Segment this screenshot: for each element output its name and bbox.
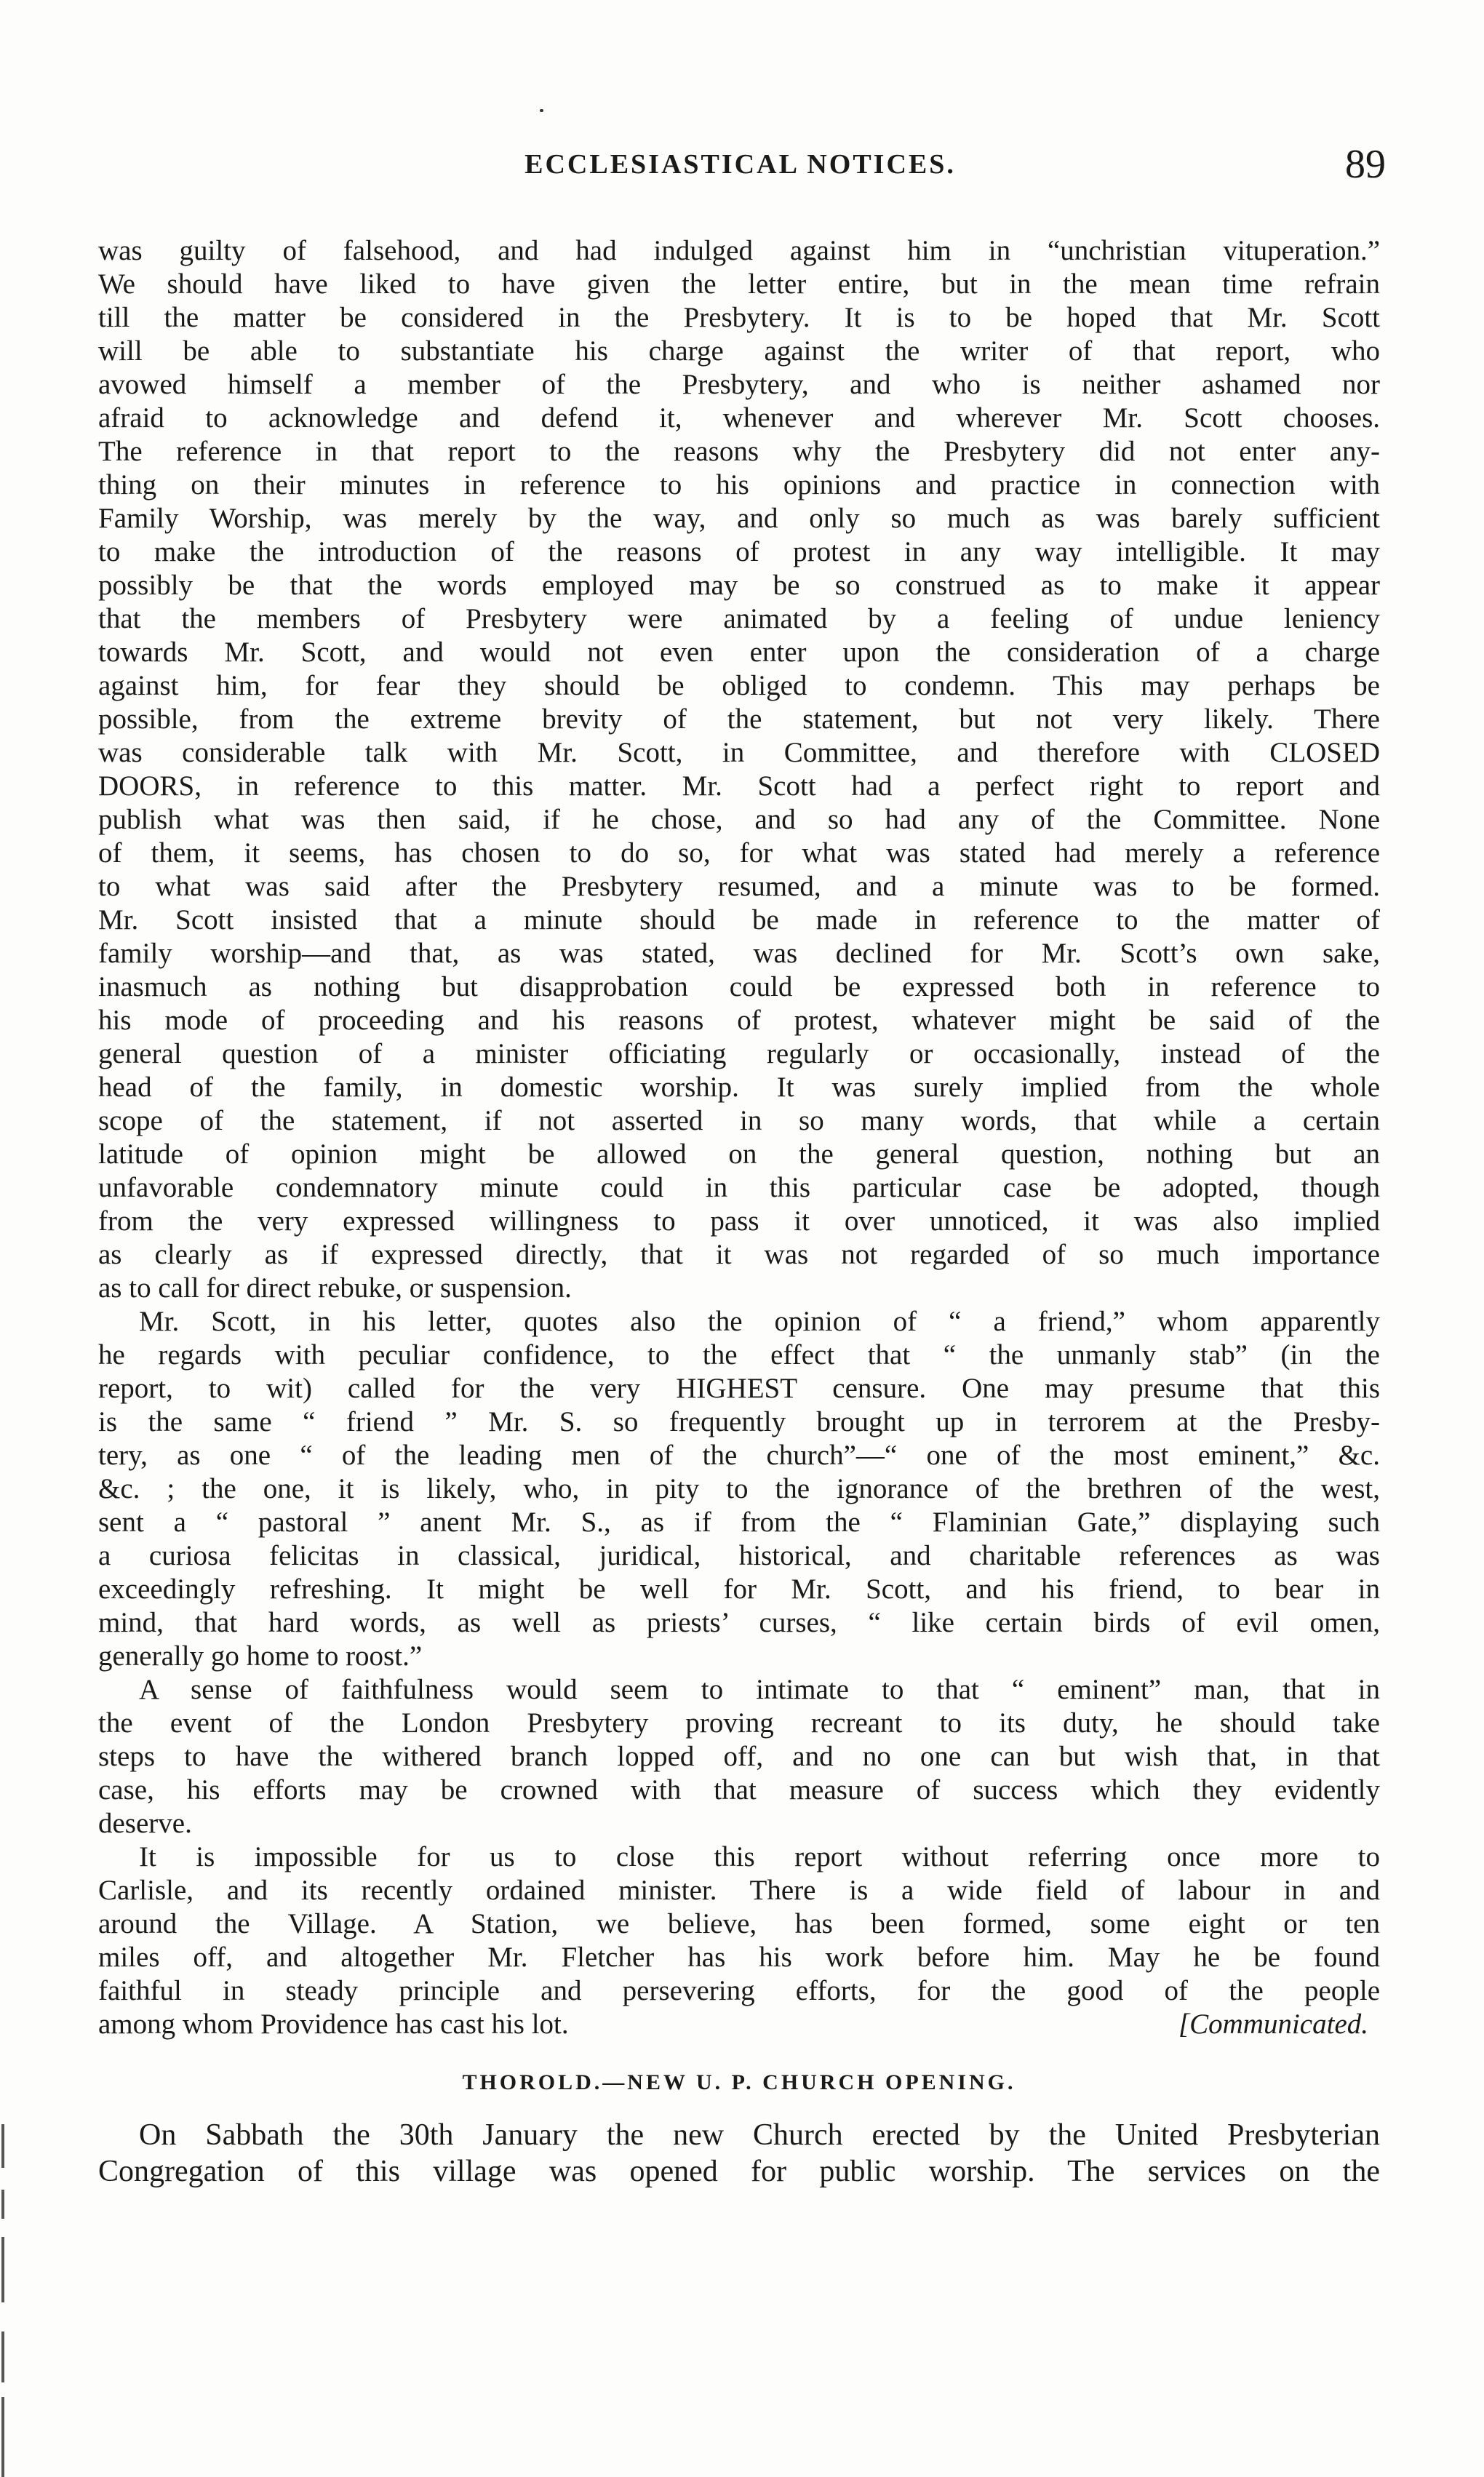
- text-line: was considerable talk with Mr. Scott, in Committee, and therefore with CLOSED: [98, 737, 1380, 768]
- text-line: On Sabbath the 30th January the new Church erected by the United Presbyterian: [139, 2118, 1380, 2152]
- text-line: to what was said after the Presbytery resumed, and a minute was to be formed.: [98, 871, 1380, 902]
- text-line: thing on their minutes in reference to his opinions and practice in connection with: [98, 469, 1380, 500]
- text-line: We should have liked to have given the letter entire, but in the mean time refrain: [98, 268, 1380, 300]
- text-line: report, to wit) called for the very HIGHEST censure. One may presume that this: [98, 1373, 1380, 1404]
- text-line-content: among whom Providence has cast his lot.: [98, 2009, 569, 2040]
- page-body: [98, 234, 1380, 2190]
- text-line: &c. ; the one, it is likely, who, in pity to the ignorance of the brethren of the west,: [98, 1473, 1380, 1504]
- text-line: A sense of faithfulness would seem to intimate to that “ eminent” man, that in: [139, 1674, 1380, 1705]
- text-line: Family Worship, was merely by the way, and only so much as was barely sufficient: [98, 503, 1380, 534]
- text-line: deserve.: [98, 1808, 192, 1839]
- text-line: till the matter be considered in the Presbytery. It is to be hoped that Mr. Scott: [98, 302, 1380, 333]
- text-line: Mr. Scott, in his letter, quotes also the opinion of “ a friend,” whom apparently: [139, 1306, 1380, 1337]
- text-line: miles off, and altogether Mr. Fletcher has his work before him. May he be found: [98, 1942, 1380, 1973]
- text-line: he regards with peculiar confidence, to the effect that “ the unmanly stab” (in the: [98, 1339, 1380, 1371]
- running-title: ECCLESIASTICAL NOTICES.: [524, 149, 956, 180]
- binding-edge-marks: [0, 2124, 6, 2461]
- text-line: a curiosa felicitas in classical, juridical, historical, and charitable references as was: [98, 1540, 1380, 1571]
- report-paragraph: [98, 234, 1380, 1305]
- communicated-signature: [Communicated.: [1178, 2009, 1368, 2040]
- article-heading: THOROLD.—NEW U. P. CHURCH OPENING.: [462, 2070, 1016, 2094]
- text-line: afraid to acknowledge and defend it, whenever and wherever Mr. Scott chooses.: [98, 402, 1380, 434]
- page-header: [95, 144, 1386, 195]
- text-line: towards Mr. Scott, and would not even enter upon the consideration of a charge: [98, 637, 1380, 668]
- text-line: The reference in that report to the reasons why the Presbytery did not enter any-: [98, 436, 1380, 467]
- text-line: Congregation of this village was opened for public worship. The services on the: [98, 2155, 1380, 2188]
- text-line: inasmuch as nothing but disapprobation could be expressed both in reference to: [98, 971, 1380, 1002]
- text-line: against him, for fear they should be obliged to condemn. This may perhaps be: [98, 670, 1380, 701]
- text-line: head of the family, in domestic worship. It was surely implied from the whole: [98, 1072, 1380, 1103]
- text-line: of them, it seems, has chosen to do so, for what was stated had merely a reference: [98, 837, 1380, 869]
- text-line: as clearly as if expressed directly, that it was not regarded of so much importance: [98, 1239, 1380, 1270]
- text-line: is the same “ friend ” Mr. S. so frequently brought up in terrorem at the Presby-: [98, 1406, 1380, 1437]
- text-line: sent a “ pastoral ” anent Mr. S., as if from the “ Flaminian Gate,” displaying such: [98, 1507, 1380, 1538]
- report-paragraph: [98, 1305, 1380, 1673]
- text-line: faithful in steady principle and persevering efforts, for the good of the people: [98, 1975, 1380, 2006]
- report-paragraph: [98, 1840, 1380, 2041]
- text-line: Carlisle, and its recently ordained minister. There is a wide field of labour in and: [98, 1875, 1380, 1906]
- text-line: will be able to substantiate his charge against the writer of that report, who: [98, 335, 1380, 367]
- text-line: from the very expressed willingness to pass it over unnoticed, it was also implied: [98, 1205, 1380, 1237]
- text-line: was guilty of falsehood, and had indulged against him in “unchristian vituperation.”: [98, 235, 1380, 266]
- text-line: exceedingly refreshing. It might be well for Mr. Scott, and his friend, to bear in: [98, 1573, 1380, 1605]
- text-line: case, his efforts may be crowned with that measure of success which they evidently: [98, 1774, 1380, 1806]
- text-line: It is impossible for us to close this report without referring once more to: [139, 1841, 1380, 1872]
- text-line: generally go home to roost.”: [98, 1640, 423, 1672]
- text-line: as to call for direct rebuke, or suspension.: [98, 1272, 572, 1304]
- text-line: avowed himself a member of the Presbytery, and who is neither ashamed nor: [98, 369, 1380, 400]
- page-number: 89: [1345, 142, 1386, 187]
- text-line: publish what was then said, if he chose, and so had any of the Committee. None: [98, 804, 1380, 835]
- text-line: that the members of Presbytery were animated by a feeling of undue leniency: [98, 603, 1380, 634]
- text-line: DOORS, in reference to this matter. Mr. Scott had a perfect right to report and: [98, 770, 1380, 802]
- text-line: possible, from the extreme brevity of the statement, but not very likely. There: [98, 703, 1380, 735]
- text-line: scope of the statement, if not asserted in so many words, that while a certain: [98, 1105, 1380, 1136]
- text-line: family worship—and that, as was stated, was declined for Mr. Scott’s own sake,: [98, 938, 1380, 969]
- page-speck: [540, 109, 543, 112]
- text-line: his mode of proceeding and his reasons of protest, whatever might be said of the: [98, 1005, 1380, 1036]
- text-line: unfavorable condemnatory minute could in this particular case be adopted, though: [98, 1172, 1380, 1203]
- text-line: latitude of opinion might be allowed on the general question, nothing but an: [98, 1138, 1380, 1170]
- report-paragraph: [98, 1673, 1380, 1840]
- text-line: steps to have the withered branch lopped off, and no one can but wish that, in that: [98, 1741, 1380, 1772]
- text-line: mind, that hard words, as well as priests’ curses, “ like certain birds of evil omen,: [98, 1607, 1380, 1638]
- text-line: general question of a minister officiating regularly or occasionally, instead of the: [98, 1038, 1380, 1069]
- article-text: [98, 2117, 1380, 2190]
- text-line: Mr. Scott insisted that a minute should be made in reference to the matter of: [98, 904, 1380, 936]
- text-line: to make the introduction of the reasons of protest in any way intelligible. It may: [98, 536, 1380, 567]
- text-line: tery, as one “ of the leading men of the church”—“ one of the most eminent,” &c.: [98, 1440, 1380, 1471]
- text-line: possibly be that the words employed may be so construed as to make it appear: [98, 570, 1380, 601]
- text-line: the event of the London Presbytery proving recreant to its duty, he should take: [98, 1707, 1380, 1739]
- text-line: around the Village. A Station, we believe, has been formed, some eight or ten: [98, 1908, 1380, 1939]
- report-text: [98, 234, 1380, 2041]
- text-line: [98, 2008, 1380, 2041]
